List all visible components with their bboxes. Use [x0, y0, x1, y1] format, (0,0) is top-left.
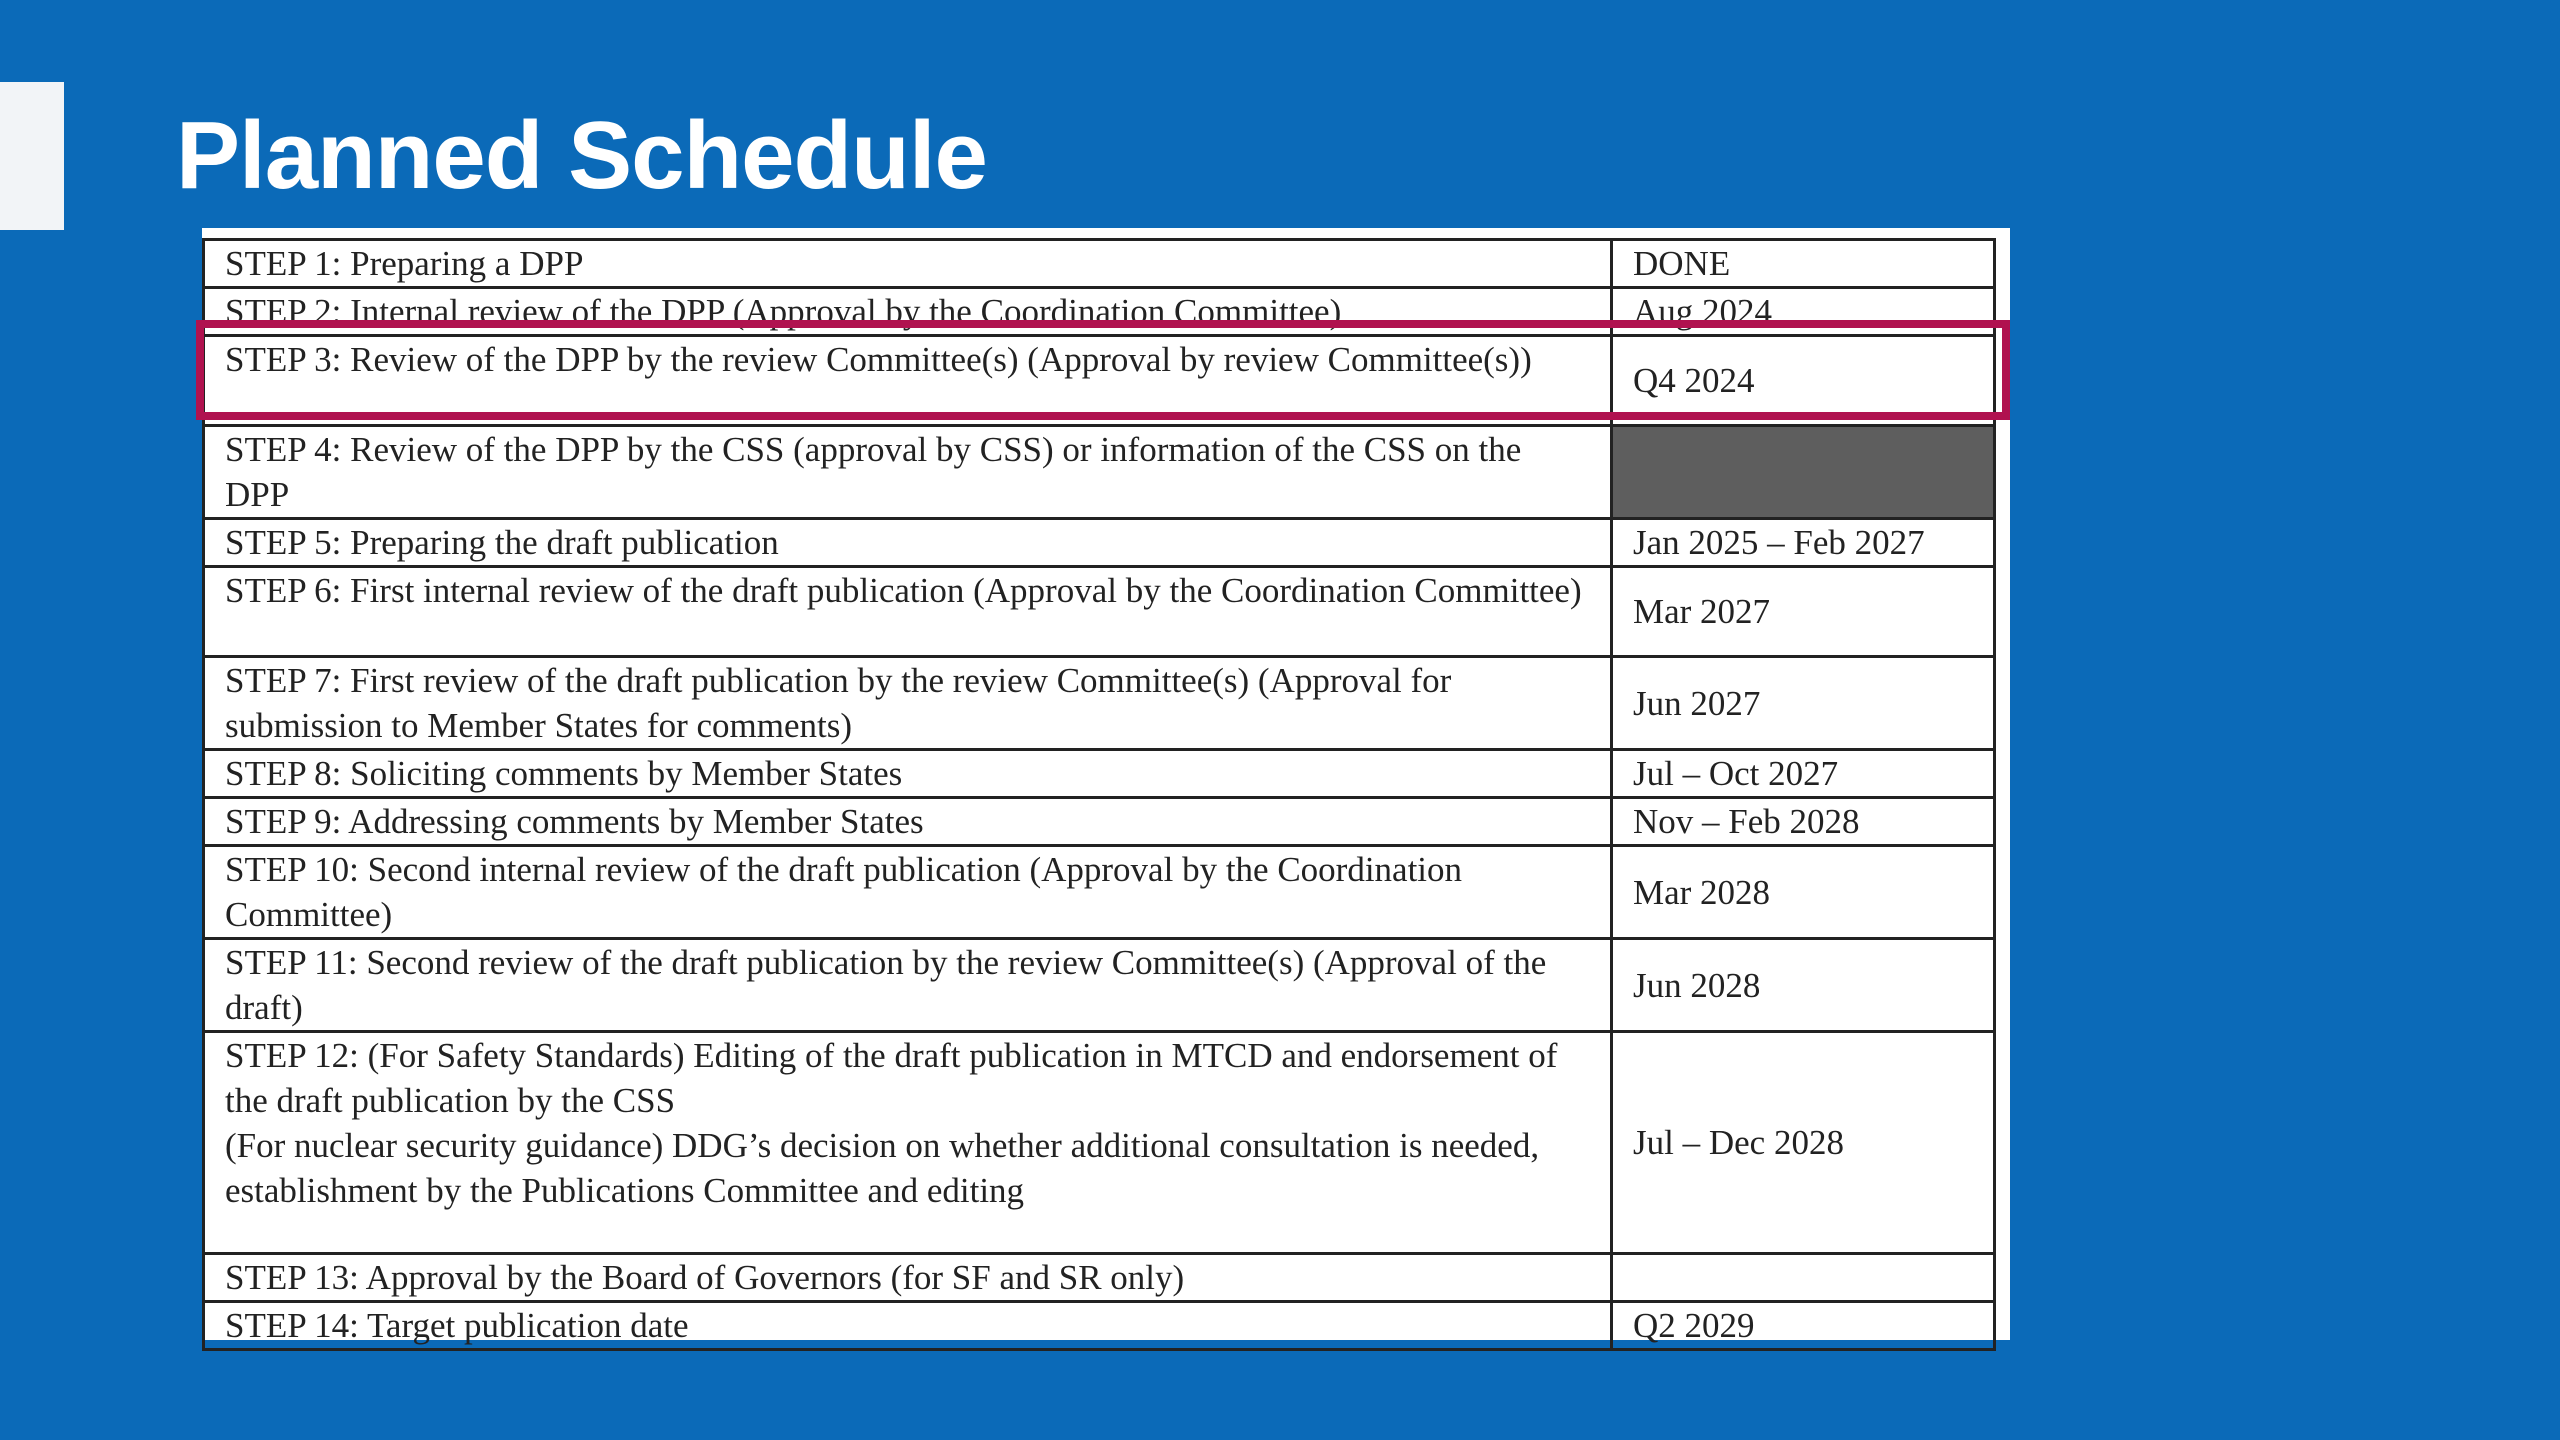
table-row: [204, 567, 1995, 657]
schedule-table: [202, 238, 1996, 1351]
step-cell: STEP 14: Target publication date: [204, 1302, 1612, 1350]
step-cell: STEP 3: Review of the DPP by the review Committee(s) (Approval by review Committee(s)): [204, 336, 1612, 426]
date-cell: Q4 2024: [1612, 336, 1995, 426]
table-row: [204, 939, 1995, 1032]
date-cell: Jul – Oct 2027: [1612, 750, 1995, 798]
date-cell: DONE: [1612, 240, 1995, 288]
date-cell: Aug 2024: [1612, 288, 1995, 336]
table-row: [204, 519, 1995, 567]
step-cell: STEP 7: First review of the draft publication by the review Committee(s) (Approval for submission to Member States for comments): [204, 657, 1612, 750]
date-cell: Nov – Feb 2028: [1612, 798, 1995, 846]
shaded-date-cell: [1612, 426, 1995, 519]
step-cell: STEP 13: Approval by the Board of Governors (for SF and SR only): [204, 1254, 1612, 1302]
table-row: [204, 1302, 1995, 1350]
date-cell: Mar 2028: [1612, 846, 1995, 939]
step-cell: STEP 4: Review of the DPP by the CSS (approval by CSS) or information of the CSS on the DPP: [204, 426, 1612, 519]
date-cell: [1612, 1254, 1995, 1302]
side-tab-decoration: [0, 82, 64, 230]
table-row: [204, 750, 1995, 798]
step-cell: STEP 11: Second review of the draft publication by the review Committee(s) (Approval of the draft): [204, 939, 1612, 1032]
date-cell: Jun 2028: [1612, 939, 1995, 1032]
step-cell: STEP 12: (For Safety Standards) Editing of the draft publication in MTCD and endorsement of the draft publication by the CSS (For nuclear security guidance) DDG’s decision on whether additional consultation is needed, establishment by the Publications Committee and editing: [204, 1032, 1612, 1254]
date-cell: Q2 2029: [1612, 1302, 1995, 1350]
table-row: [204, 288, 1995, 336]
step-cell: STEP 2: Internal review of the DPP (Approval by the Coordination Committee): [204, 288, 1612, 336]
table-row: [204, 798, 1995, 846]
step-cell: STEP 6: First internal review of the draft publication (Approval by the Coordination Committee): [204, 567, 1612, 657]
step-cell: STEP 1: Preparing a DPP: [204, 240, 1612, 288]
step-cell: STEP 8: Soliciting comments by Member States: [204, 750, 1612, 798]
table-row: [204, 657, 1995, 750]
table-row: [204, 846, 1995, 939]
table-row: [204, 426, 1995, 519]
schedule-table-card: [202, 228, 2010, 1345]
date-cell: Jan 2025 – Feb 2027: [1612, 519, 1995, 567]
table-row: [204, 240, 1995, 288]
step-cell: STEP 10: Second internal review of the draft publication (Approval by the Coordination Committee): [204, 846, 1612, 939]
table-row-highlighted: [204, 336, 1995, 426]
date-cell: Mar 2027: [1612, 567, 1995, 657]
slide-title: Planned Schedule: [176, 102, 987, 209]
date-cell: Jul – Dec 2028: [1612, 1032, 1995, 1254]
table-row: [204, 1254, 1995, 1302]
date-cell: Jun 2027: [1612, 657, 1995, 750]
step-cell: STEP 9: Addressing comments by Member States: [204, 798, 1612, 846]
table-row: [204, 1032, 1995, 1254]
step-cell: STEP 5: Preparing the draft publication: [204, 519, 1612, 567]
